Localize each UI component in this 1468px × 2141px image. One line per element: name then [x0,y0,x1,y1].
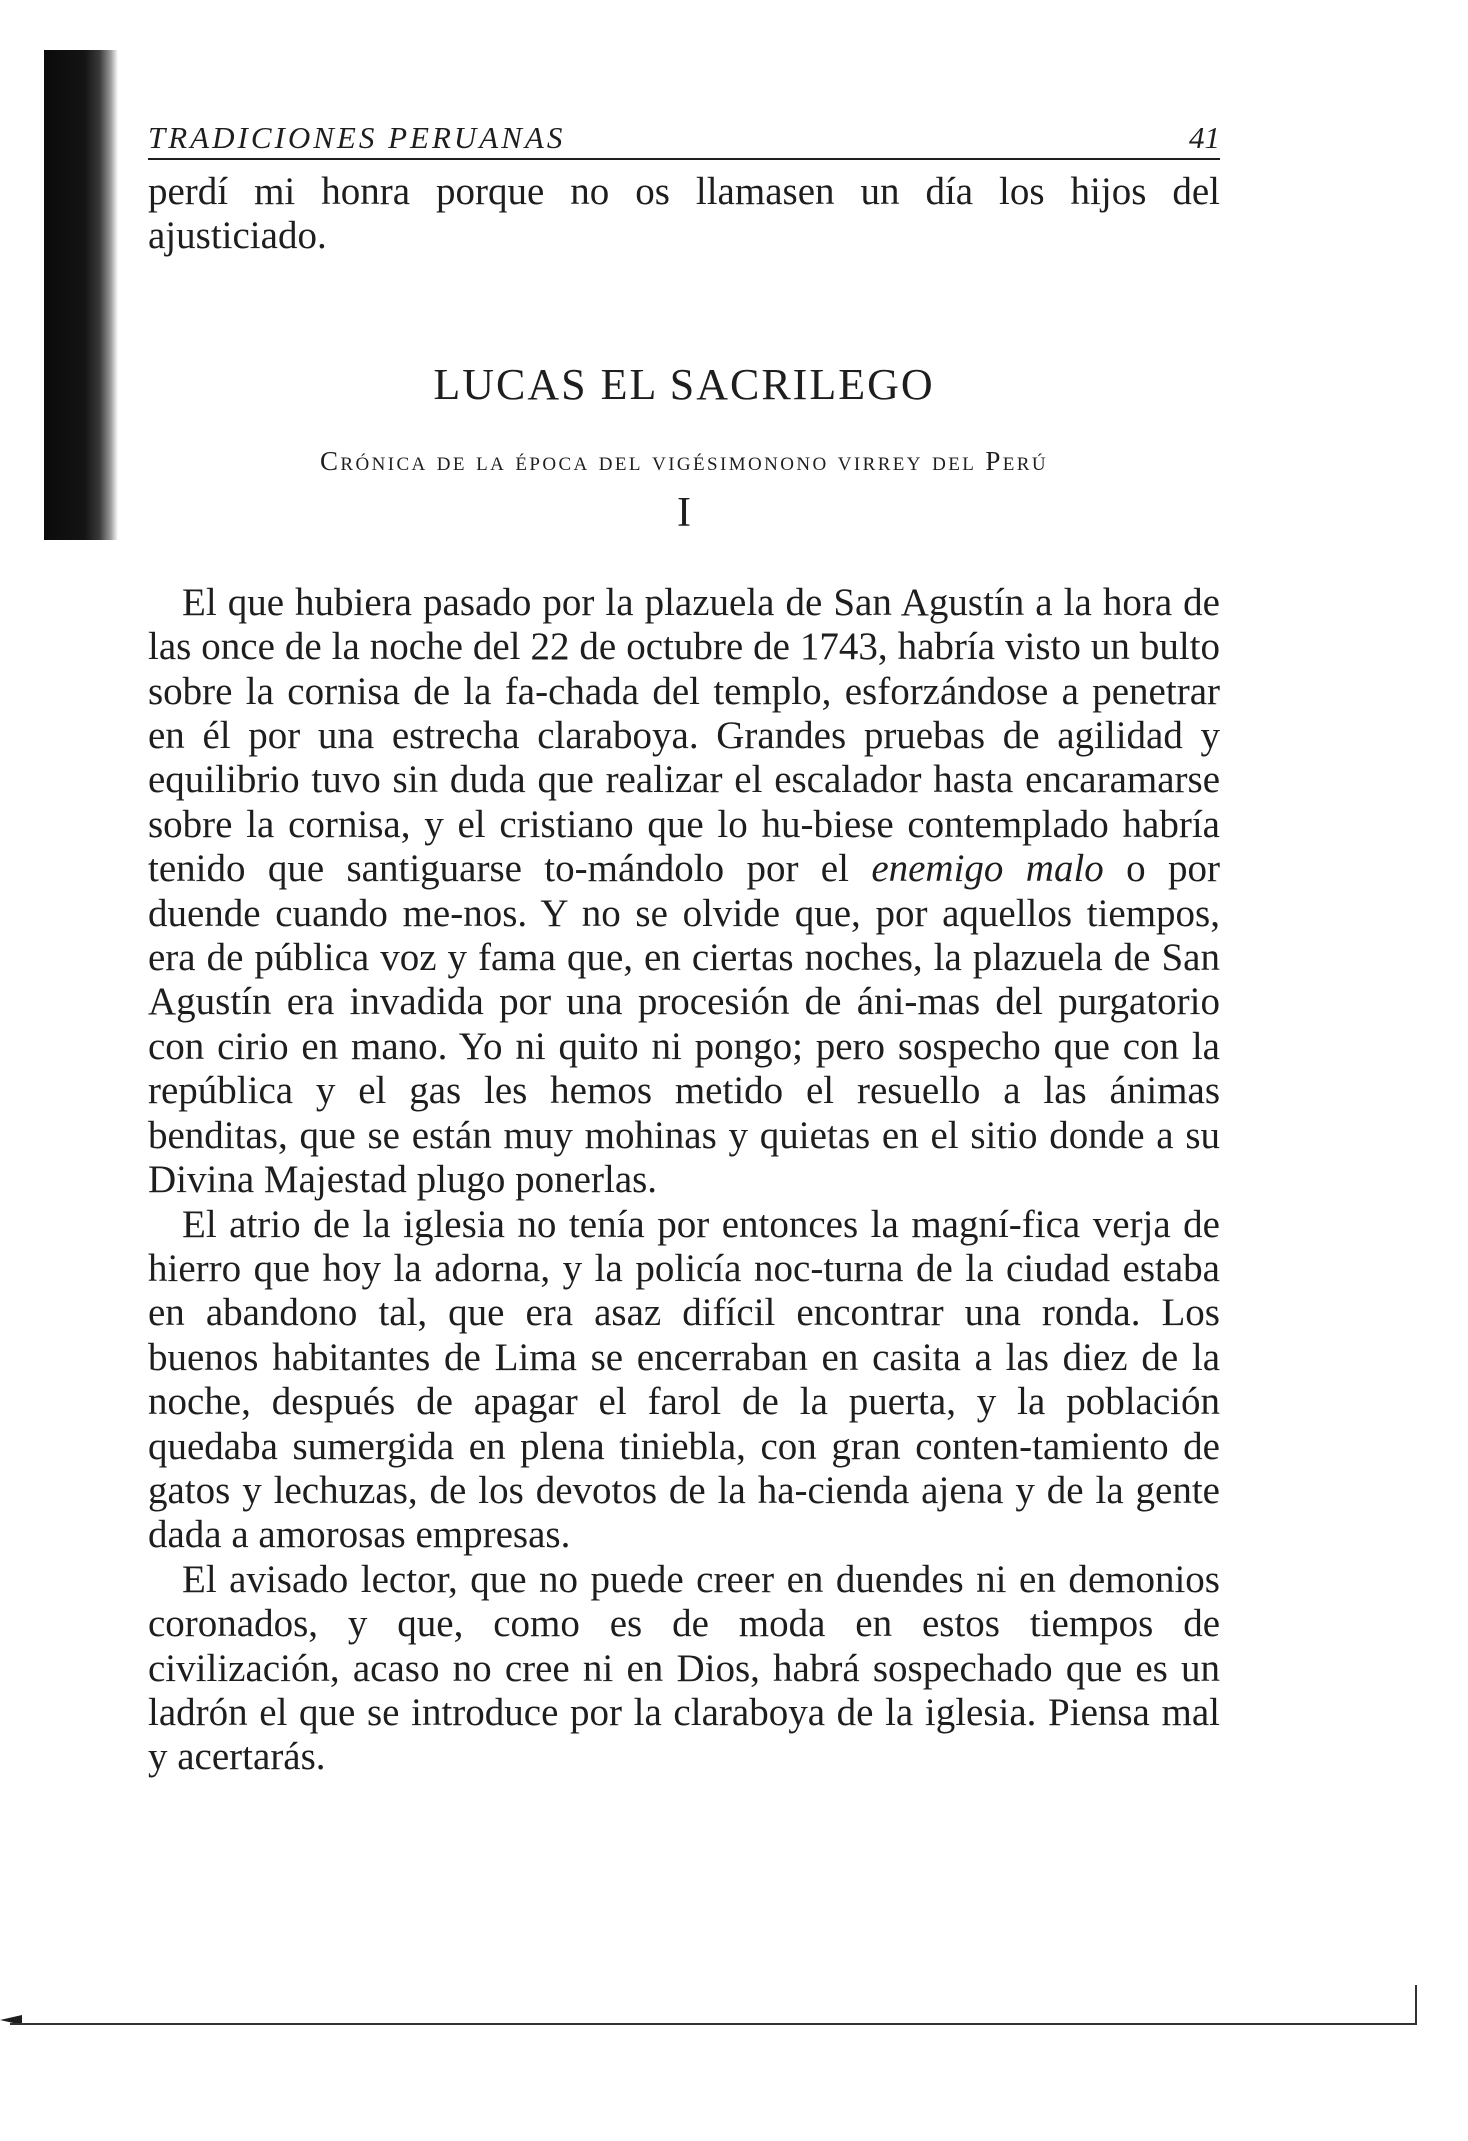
carryover-paragraph: perdí mi honra porque no os llamasen un día los hijos del ajusticiado. [148,170,1220,258]
paragraph-1-text-a: El que hubiera pasado por la plazuela de San Agustín a la hora de las once de la noche del 22 de octubre de 1743, habría visto un bulto sobre la cornisa de la fa-chada del templo, esforzándose a penetrar en él por una estrecha claraboya. Grandes pruebas de agilidad y equilibrio tuvo sin duda que realizar el escalador hasta encaramarse sobre la cornisa, y el cristiano que lo hu-biese contemplado habría tenido que santiguarse to-mándolo por el [148,580,1220,891]
paragraph-1-text-b: o por duende cuando me-nos. Y no se olvide que, por aquellos tiempos, era de pública voz y fama que, en ciertas noches, la plazuela de San Agustín era invadida por una procesión de áni-mas del purgatorio con cirio en mano. Yo ni quito ni pongo; pero sospecho que con la república y el gas les hemos metido el resuello a las ánimas benditas, que se están muy mohinas y quietas en el sitio donde a su Divina Majestad plugo ponerlas. [148,847,1220,1202]
article-subtitle: Crónica de la época del vigésimonono virrey del Perú [320,445,1048,476]
scan-edge-tick [1415,1985,1417,2025]
scan-bottom-rule [10,2023,1415,2025]
book-page [148,120,1220,1780]
running-title: TRADICIONES PERUANAS [148,120,566,155]
section-numeral: I [677,489,691,536]
paragraph-1-emphasis: enemigo malo [871,847,1104,891]
body-paragraph-2: El atrio de la iglesia no tenía por entonces la magní-fica verja de hierro que hoy la adorna, y la policía noc-turna de la ciudad estaba en abandono tal, que era asaz difícil encontrar una ronda. Los buenos habitantes de Lima se encerraban en casita a las diez de la noche, después de apagar el farol de la puerta, y la población quedaba sumergida en plena tiniebla, con gran conten-tamiento de gatos y lechuzas, de los devotos de la ha-cienda ajena y de la gente dada a amorosas empresas. [148,1202,1220,1557]
body-paragraph-3: El avisado lector, que no puede creer en duendes ni en demonios coronados, y que, como es de moda en estos tiempos de civilización, acaso no cree ni en Dios, habrá sospechado que es un ladrón el que se introduce por la claraboya de la iglesia. Piensa mal y acertarás. [148,1557,1220,1779]
body-paragraph-1 [148,581,1220,1203]
page-number: 41 [1189,120,1220,155]
running-head [148,120,1220,160]
binding-shadow [44,50,118,540]
article-title: LUCAS EL SACRILEGO [433,359,935,409]
article-body [148,581,1220,1780]
